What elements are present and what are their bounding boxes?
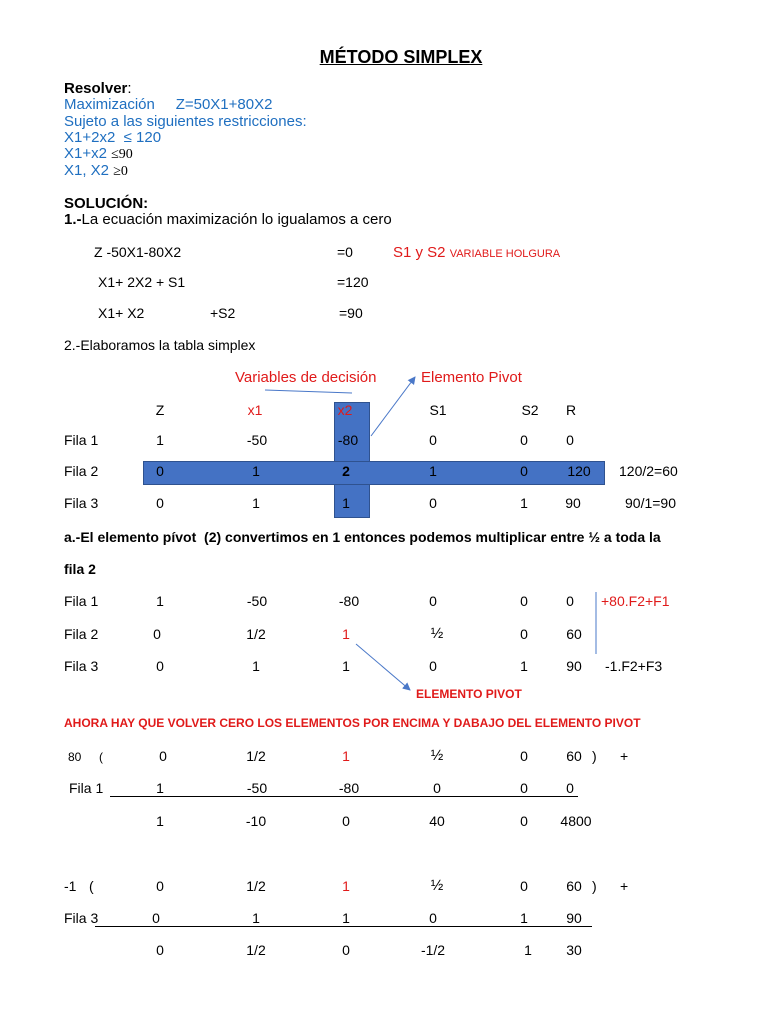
table-cell: -80: [338, 780, 360, 796]
table-cell: 1: [252, 910, 260, 926]
equation-2-lhs: X1+ 2X2 + S1: [98, 274, 186, 290]
result-cell: 1: [524, 942, 532, 958]
constraint-1: X1+2x2 ≤ 120: [64, 129, 162, 146]
table-cell: 0: [429, 593, 437, 609]
result-cell: 40: [429, 813, 445, 829]
table-cell: 1: [342, 495, 350, 511]
pivot-cell: 1: [342, 626, 350, 642]
constraint-3-lhs: X1, X2: [64, 162, 114, 179]
result-cell: 1/2: [246, 942, 266, 958]
table-cell: 1: [520, 658, 528, 674]
table-cell: ½: [430, 747, 444, 764]
instruction-text: AHORA HAY QUE VOLVER CERO LOS ELEMENTOS POR ENCIMA Y DABAJO DEL ELEMENTO PIVOT: [64, 716, 641, 730]
sum-underline: [110, 796, 578, 797]
table-cell: 90: [566, 658, 582, 674]
plus-sign: +: [620, 748, 629, 764]
constraint-2-rhs: ≤90: [111, 147, 133, 162]
table-cell: 0: [566, 432, 574, 448]
pivot-arrow-1: [371, 377, 415, 436]
equation-3-rhs: =90: [339, 305, 363, 321]
close-paren: ): [592, 878, 597, 894]
table-cell: 60: [566, 626, 582, 642]
equation-3-slack: +S2: [210, 305, 236, 321]
pivot-cell: 1: [342, 878, 350, 894]
table-cell: 0: [429, 910, 437, 926]
row-label: Fila 1: [64, 432, 99, 448]
table-cell: 1: [342, 658, 350, 674]
table-cell: 0: [520, 748, 528, 764]
table-cell: 0: [156, 495, 164, 511]
table-cell: 0: [520, 878, 528, 894]
result-cell: 30: [566, 942, 582, 958]
table-cell: 0: [156, 463, 164, 479]
table-cell: 90: [566, 910, 582, 926]
plus-sign: +: [620, 878, 629, 894]
table-cell: 0: [566, 780, 574, 796]
pivot-cell: 2: [342, 463, 350, 479]
result-cell: 0: [342, 813, 350, 829]
row-label: Fila 3: [64, 910, 99, 926]
table-cell: 1: [520, 910, 528, 926]
pivot-element-label: Elemento Pivot: [421, 369, 522, 386]
objective-function: Maximización Z=50X1+80X2: [64, 96, 273, 113]
table-cell: -50: [246, 780, 268, 796]
slack-note-main: S1 y S2: [393, 244, 450, 261]
header-x1: x1: [247, 402, 263, 418]
sum-underline: [95, 926, 592, 927]
table-cell: -80: [337, 432, 359, 448]
table-cell: 0: [520, 463, 528, 479]
table-cell: 60: [566, 878, 582, 894]
result-cell: 0: [156, 942, 164, 958]
open-paren: (: [99, 750, 103, 764]
constraint-2-lhs: X1+x2: [64, 145, 112, 162]
row-label: Fila 3: [64, 658, 99, 674]
table-cell: 0: [156, 658, 164, 674]
result-cell: -10: [245, 813, 267, 829]
table-cell: 0: [429, 658, 437, 674]
step-a-line-2: fila 2: [64, 561, 96, 577]
table-cell: 120: [567, 463, 591, 479]
row-label: Fila 2: [64, 626, 99, 642]
result-cell: 0: [342, 942, 350, 958]
header-r: R: [565, 402, 577, 418]
table-cell: 1: [156, 780, 164, 796]
multiplier: -1: [64, 878, 77, 894]
table-cell: -50: [246, 432, 268, 448]
decision-variables-label: Variables de decisión: [235, 369, 377, 386]
table-cell: 0: [566, 593, 574, 609]
table-cell: 1: [156, 593, 164, 609]
operation-row-1: +80.F2+F1: [601, 593, 670, 609]
step-a-line-1: a.-El elemento pívot (2) convertimos en 1 entonces podemos multiplicar entre ½ a toda la: [64, 529, 661, 545]
solution-heading: SOLUCIÓN:: [64, 195, 149, 212]
step-2: 2.-Elaboramos la tabla simplex: [64, 337, 256, 353]
table-cell: 0: [159, 748, 167, 764]
resolver-colon: :: [127, 80, 132, 97]
table-cell: ½: [430, 625, 444, 642]
table-cell: 0: [520, 593, 528, 609]
header-s1: S1: [429, 402, 447, 418]
resolver-label: Resolver: [64, 80, 128, 97]
table-cell: 0: [152, 910, 160, 926]
equation-1-lhs: Z -50X1-80X2: [94, 244, 182, 260]
table-cell: 1: [156, 432, 164, 448]
table-cell: 1: [342, 910, 350, 926]
table-cell: 0: [429, 432, 437, 448]
result-cell: 1: [156, 813, 164, 829]
row-label: Fila 1: [69, 780, 104, 796]
result-cell: 0: [520, 813, 528, 829]
table-cell: 0: [429, 495, 437, 511]
slack-note-small: VARIABLE HOLGURA: [449, 248, 561, 260]
table-cell: -80: [338, 593, 360, 609]
result-cell: 4800: [560, 813, 592, 829]
ratio-row-3: 90/1=90: [625, 495, 676, 511]
row-label: Fila 3: [64, 495, 99, 511]
step-1-number: 1.-: [64, 211, 82, 228]
variables-connector: [265, 390, 352, 393]
table-cell: 0: [520, 626, 528, 642]
equation-1-rhs: =0: [337, 244, 353, 260]
multiplier: 80: [68, 750, 82, 764]
equation-2-rhs: =120: [337, 274, 369, 290]
table-cell: 1: [429, 463, 437, 479]
table-cell: 90: [565, 495, 581, 511]
table-cell: 1/2: [246, 626, 266, 642]
table-cell: 0: [520, 780, 528, 796]
table-cell: 1: [520, 495, 528, 511]
table-cell: 60: [566, 748, 582, 764]
table-cell: 1: [252, 463, 260, 479]
header-s2: S2: [521, 402, 539, 418]
step-1-text: La ecuación maximización lo igualamos a cero: [81, 211, 392, 228]
table-cell: ½: [430, 877, 444, 894]
table-cell: -50: [246, 593, 268, 609]
row-label: Fila 2: [64, 463, 99, 479]
pivot-cell: 1: [342, 748, 350, 764]
close-paren: ): [592, 748, 597, 764]
open-paren: (: [89, 878, 94, 894]
header-z: Z: [155, 402, 165, 418]
table-cell: 0: [520, 432, 528, 448]
table-cell: 0: [153, 626, 161, 642]
pivot-arrow-2: [356, 644, 410, 690]
table-cell: 0: [156, 878, 164, 894]
table-cell: 1: [252, 658, 260, 674]
operation-row-3: -1.F2+F3: [605, 658, 663, 674]
table-cell: 1/2: [246, 748, 266, 764]
pivot-element-caption: ELEMENTO PIVOT: [416, 687, 522, 701]
header-x2: x2: [337, 402, 353, 418]
result-cell: -1/2: [420, 942, 446, 958]
constraint-3-rhs: ≥0: [113, 164, 128, 179]
ratio-row-2: 120/2=60: [619, 463, 678, 479]
table-cell: 1: [252, 495, 260, 511]
table-cell: 1/2: [246, 878, 266, 894]
row-label: Fila 1: [64, 593, 99, 609]
subject-to: Sujeto a las siguientes restricciones:: [64, 113, 307, 130]
table-cell: 0: [433, 780, 441, 796]
equation-3-lhs: X1+ X2: [98, 305, 145, 321]
page-title: MÉTODO SIMPLEX: [319, 47, 483, 67]
